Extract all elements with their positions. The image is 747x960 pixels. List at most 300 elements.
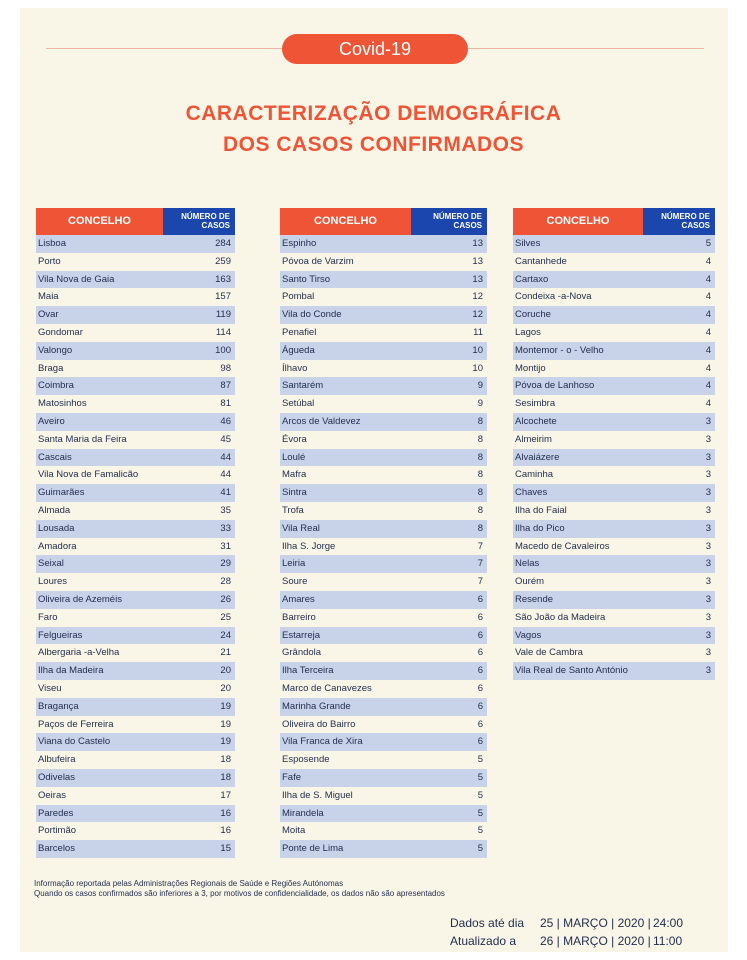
table-row [513, 449, 715, 467]
case-count: 4 [705, 255, 711, 267]
concelho-name: Resende [515, 593, 554, 605]
concelho-name: Santa Maria da Feira [38, 433, 127, 445]
table-row [513, 377, 715, 395]
table-row [513, 520, 715, 538]
concelho-name: Sesimbra [515, 398, 556, 410]
concelho-name: Amares [282, 593, 315, 605]
concelho-name: Almada [38, 504, 71, 516]
numero-casos-header [643, 208, 715, 235]
case-count: 3 [705, 433, 711, 445]
concelho-header: CONCELHO [36, 208, 163, 235]
concelho-name: Penafiel [282, 326, 317, 338]
table-row [36, 840, 235, 858]
case-count: 3 [705, 469, 711, 481]
table-row [36, 609, 235, 627]
table-row [36, 769, 235, 787]
table-row [513, 324, 715, 342]
concelho-header: CONCELHO [280, 208, 411, 235]
concelho-name: Paredes [38, 807, 74, 819]
table-row [36, 235, 235, 253]
case-count: 163 [215, 273, 231, 285]
case-count: 100 [215, 344, 231, 356]
divider-right [468, 48, 704, 49]
table-row [36, 591, 235, 609]
table-row [280, 698, 487, 716]
table-row [513, 360, 715, 378]
case-count: 114 [215, 326, 231, 338]
case-count: 8 [477, 504, 483, 516]
concelho-name: Águeda [282, 344, 315, 356]
concelho-name: Mirandela [282, 807, 324, 819]
concelho-name: Vagos [515, 629, 542, 641]
table-row [280, 769, 487, 787]
case-count: 157 [215, 291, 231, 303]
table-row [36, 555, 235, 573]
concelho-name: Viana do Castelo [38, 736, 111, 748]
concelho-name: Vale de Cambra [515, 647, 583, 659]
case-count: 5 [477, 807, 483, 819]
case-count: 6 [477, 736, 483, 748]
case-count: 29 [220, 558, 231, 570]
table-row [36, 733, 235, 751]
table-3 [513, 208, 715, 680]
concelho-name: Ourém [515, 576, 545, 588]
case-count: 3 [705, 647, 711, 659]
table-row [513, 413, 715, 431]
table-row [280, 271, 487, 289]
numero-casos-header [163, 208, 235, 235]
table-row [36, 502, 235, 520]
table-row [36, 822, 235, 840]
case-count: 20 [220, 682, 231, 694]
case-count: 81 [220, 398, 231, 410]
case-count: 44 [220, 469, 231, 481]
concelho-name: Cartaxo [515, 273, 549, 285]
case-count: 5 [477, 771, 483, 783]
divider-left [46, 48, 282, 49]
table-row [513, 573, 715, 591]
table-row [36, 484, 235, 502]
concelho-name: Vila Real de Santo António [515, 665, 628, 677]
concelho-name: Loulé [282, 451, 306, 463]
case-count: 3 [705, 522, 711, 534]
numero-casos-header [411, 208, 487, 235]
concelho-name: Arcos de Valdevez [282, 415, 361, 427]
table-row [513, 342, 715, 360]
concelho-name: São João da Madeira [515, 611, 606, 623]
case-count: 6 [477, 682, 483, 694]
concelho-name: Vila do Conde [282, 309, 342, 321]
table-row [513, 538, 715, 556]
table-row [280, 609, 487, 627]
table-row [513, 253, 715, 271]
concelho-name: Guimarães [38, 487, 85, 499]
table-header [36, 208, 235, 235]
concelho-name: Barcelos [38, 843, 75, 855]
case-count: 24 [220, 629, 231, 641]
table-row [513, 644, 715, 662]
concelho-name: Macedo de Cavaleiros [515, 540, 610, 552]
table-row [36, 377, 235, 395]
case-count: 9 [477, 380, 483, 392]
table-row [280, 306, 487, 324]
case-count: 98 [220, 362, 231, 374]
table-header [513, 208, 715, 235]
table-row [36, 627, 235, 645]
table-row [513, 627, 715, 645]
table-row [36, 644, 235, 662]
concelho-name: Coimbra [38, 380, 74, 392]
case-count: 19 [220, 700, 231, 712]
concelho-name: Aveiro [38, 415, 65, 427]
table-row [513, 235, 715, 253]
case-count: 4 [705, 344, 711, 356]
table-row [36, 413, 235, 431]
case-count: 5 [477, 843, 483, 855]
date-value-updated: 26 | MARÇO | 2020 | [540, 934, 651, 948]
concelho-name: Alcochete [515, 415, 557, 427]
numero-header-line1: NÚMERO DE [661, 212, 710, 221]
table-row [280, 520, 487, 538]
table-row [36, 805, 235, 823]
table-row [280, 787, 487, 805]
concelho-name: Lousada [38, 522, 75, 534]
concelho-name: Paços de Ferreira [38, 718, 114, 730]
concelho-name: Esposende [282, 754, 330, 766]
case-count: 3 [705, 540, 711, 552]
case-count: 9 [477, 398, 483, 410]
concelho-name: Oliveira do Bairro [282, 718, 356, 730]
case-count: 20 [220, 665, 231, 677]
table-row [36, 324, 235, 342]
concelho-name: Trofa [282, 504, 304, 516]
concelho-name: Braga [38, 362, 64, 374]
table-row [280, 502, 487, 520]
concelho-name: Marinha Grande [282, 700, 351, 712]
concelho-name: Bragança [38, 700, 79, 712]
concelho-name: Grândola [282, 647, 322, 659]
case-count: 3 [705, 415, 711, 427]
case-count: 28 [220, 576, 231, 588]
numero-header-line1: NÚMERO DE [181, 212, 230, 221]
table-row [280, 555, 487, 573]
table-row [280, 235, 487, 253]
table-row [513, 431, 715, 449]
table-row [513, 306, 715, 324]
case-count: 8 [477, 451, 483, 463]
case-count: 6 [477, 665, 483, 677]
table-row [36, 360, 235, 378]
concelho-name: Mafra [282, 469, 307, 481]
time-value-updated: 11:00 [653, 934, 683, 948]
case-count: 12 [472, 309, 483, 321]
case-count: 8 [477, 469, 483, 481]
table-row [36, 538, 235, 556]
table-row [36, 751, 235, 769]
concelho-name: Odivelas [38, 771, 75, 783]
concelho-name: Póvoa de Varzim [282, 255, 354, 267]
table-row [513, 288, 715, 306]
concelho-name: Ilha S. Jorge [282, 540, 336, 552]
table-row [36, 306, 235, 324]
concelho-name: Pombal [282, 291, 315, 303]
case-count: 4 [705, 291, 711, 303]
table-row [280, 431, 487, 449]
table-row [280, 360, 487, 378]
concelho-name: Loures [38, 576, 68, 588]
case-count: 4 [705, 380, 711, 392]
concelho-name: Amadora [38, 540, 77, 552]
case-count: 16 [220, 807, 231, 819]
case-count: 15 [220, 843, 231, 855]
numero-header-line2: CASOS [681, 221, 710, 230]
date-label-data: Dados até dia [450, 916, 525, 930]
case-count: 7 [477, 576, 483, 588]
table-row [36, 716, 235, 734]
case-count: 4 [705, 398, 711, 410]
table-row [280, 733, 487, 751]
concelho-name: Cascais [38, 451, 72, 463]
table-1 [36, 208, 235, 858]
concelho-name: Chaves [515, 487, 548, 499]
concelho-name: Viseu [38, 682, 62, 694]
case-count: 3 [705, 629, 711, 641]
table-row [280, 644, 487, 662]
concelho-name: Ovar [38, 309, 59, 321]
case-count: 6 [477, 700, 483, 712]
table-row [36, 573, 235, 591]
concelho-name: Vila Nova de Gaia [38, 273, 115, 285]
table-row [36, 787, 235, 805]
concelho-name: Ilha da Madeira [38, 665, 104, 677]
table-row [280, 591, 487, 609]
concelho-name: Porto [38, 255, 61, 267]
concelho-name: Albergaria -a-Velha [38, 647, 120, 659]
concelho-name: Santarém [282, 380, 324, 392]
case-count: 4 [705, 326, 711, 338]
case-count: 259 [215, 255, 231, 267]
concelho-header: CONCELHO [513, 208, 643, 235]
concelho-name: Ilha Terceira [282, 665, 334, 677]
case-count: 8 [477, 433, 483, 445]
case-count: 4 [705, 362, 711, 374]
concelho-name: Cantanhede [515, 255, 567, 267]
case-count: 87 [220, 380, 231, 392]
case-count: 8 [477, 487, 483, 499]
table-row [280, 573, 487, 591]
case-count: 4 [705, 273, 711, 285]
table-row [280, 805, 487, 823]
table-row [513, 662, 715, 680]
concelho-name: Oliveira de Azeméis [38, 593, 122, 605]
concelho-name: Matosinhos [38, 398, 87, 410]
concelho-name: Felgueiras [38, 629, 83, 641]
case-count: 25 [220, 611, 231, 623]
concelho-name: Maia [38, 291, 59, 303]
case-count: 5 [477, 789, 483, 801]
table-row [280, 662, 487, 680]
case-count: 3 [705, 593, 711, 605]
concelho-name: Faro [38, 611, 58, 623]
title-line-2: DOS CASOS CONFIRMADOS [222, 133, 524, 156]
concelho-name: Santo Tirso [282, 273, 331, 285]
table-header [280, 208, 487, 235]
concelho-name: Marco de Canavezes [282, 682, 372, 694]
footnote-source: Informação reportada pelas Administrações Regionais de Saúde e Regiões Autónomas [34, 879, 344, 888]
case-count: 45 [220, 433, 231, 445]
table-row [280, 466, 487, 484]
table-row [36, 449, 235, 467]
concelho-name: Évora [282, 433, 307, 445]
case-count: 18 [220, 754, 231, 766]
table-2 [280, 208, 487, 858]
table-row [36, 520, 235, 538]
table-row [513, 395, 715, 413]
concelho-name: Oeiras [38, 789, 66, 801]
numero-header-line2: CASOS [453, 221, 482, 230]
case-count: 5 [477, 825, 483, 837]
case-count: 5 [705, 238, 711, 249]
case-count: 3 [705, 576, 711, 588]
concelho-name: Sintra [282, 487, 307, 499]
table-row [36, 680, 235, 698]
concelho-name: Fafe [282, 771, 302, 783]
table-row [280, 377, 487, 395]
case-count: 8 [477, 522, 483, 534]
table-row [36, 431, 235, 449]
case-count: 3 [705, 504, 711, 516]
concelho-name: Soure [282, 576, 308, 588]
table-row [36, 698, 235, 716]
case-count: 6 [477, 718, 483, 730]
concelho-name: Condeixa -a-Nova [515, 291, 592, 303]
case-count: 13 [472, 255, 483, 267]
concelho-name: Almeirim [515, 433, 552, 445]
concelho-name: Barreiro [282, 611, 316, 623]
date-value-data: 25 | MARÇO | 2020 | [540, 916, 651, 930]
case-count: 6 [477, 611, 483, 623]
case-count: 119 [215, 309, 231, 321]
table-row [280, 751, 487, 769]
case-count: 19 [220, 718, 231, 730]
case-count: 12 [472, 291, 483, 303]
numero-header-line2: CASOS [201, 221, 230, 230]
concelho-name: Ponte de Lima [282, 843, 344, 855]
concelho-name: Montemor - o - Velho [515, 344, 604, 356]
date-label-updated: Atualizado a [450, 934, 517, 948]
concelho-name: Póvoa de Lanhoso [515, 380, 595, 392]
table-row [280, 716, 487, 734]
concelho-name: Montijo [515, 362, 546, 374]
covid-badge: Covid-19 [282, 34, 468, 64]
concelho-name: Albufeira [38, 754, 76, 766]
case-count: 31 [220, 540, 231, 552]
table-row [280, 822, 487, 840]
case-count: 46 [220, 415, 231, 427]
concelho-name: Portimão [38, 825, 77, 837]
case-count: 6 [477, 593, 483, 605]
time-value-data: 24:00 [653, 916, 684, 930]
concelho-name: Caminha [515, 469, 554, 481]
concelho-name: Ilha do Pico [515, 522, 565, 534]
table-row [280, 484, 487, 502]
concelho-name: Leiria [282, 558, 306, 570]
table-row [280, 395, 487, 413]
table-row [280, 253, 487, 271]
concelho-name: Estarreja [282, 629, 321, 641]
concelho-name: Lisboa [38, 238, 66, 249]
case-count: 5 [477, 754, 483, 766]
concelho-name: Alvaiázere [515, 451, 560, 463]
case-count: 35 [220, 504, 231, 516]
concelho-name: Ílhavo [282, 362, 308, 374]
table-row [36, 271, 235, 289]
case-count: 6 [477, 647, 483, 659]
case-count: 3 [705, 611, 711, 623]
concelho-name: Vila Real [282, 522, 320, 534]
table-row [513, 502, 715, 520]
table-row [280, 342, 487, 360]
concelho-name: Moita [282, 825, 306, 837]
case-count: 3 [705, 558, 711, 570]
table-row [513, 591, 715, 609]
concelho-name: Ilha de S. Miguel [282, 789, 353, 801]
case-count: 284 [215, 238, 231, 249]
concelho-name: Setúbal [282, 398, 315, 410]
table-row [36, 662, 235, 680]
table-row [280, 413, 487, 431]
case-count: 41 [220, 487, 231, 499]
table-row [36, 253, 235, 271]
table-row [513, 484, 715, 502]
table-row [280, 324, 487, 342]
table-row [513, 466, 715, 484]
concelho-name: Valongo [38, 344, 73, 356]
table-row [280, 627, 487, 645]
case-count: 4 [705, 309, 711, 321]
concelho-name: Seixal [38, 558, 64, 570]
case-count: 10 [472, 344, 483, 356]
concelho-name: Coruche [515, 309, 551, 321]
case-count: 11 [473, 326, 483, 338]
concelho-name: Gondomar [38, 326, 83, 338]
concelho-name: Nelas [515, 558, 540, 570]
concelho-name: Silves [515, 238, 541, 249]
case-count: 6 [477, 629, 483, 641]
table-row [36, 466, 235, 484]
numero-header-line1: NÚMERO DE [433, 212, 482, 221]
table-row [280, 538, 487, 556]
case-count: 7 [477, 540, 483, 552]
table-row [280, 840, 487, 858]
case-count: 18 [220, 771, 231, 783]
case-count: 33 [220, 522, 231, 534]
table-row [36, 342, 235, 360]
case-count: 44 [220, 451, 231, 463]
footnote-confidentiality: Quando os casos confirmados são inferiores a 3, por motivos de confidencialidade, os dados não são apresentados [34, 889, 445, 898]
case-count: 3 [705, 451, 711, 463]
table-row [36, 395, 235, 413]
title-line-1: CARACTERIZAÇÃO DEMOGRÁFICA [185, 102, 562, 125]
case-count: 17 [220, 789, 231, 801]
concelho-name: Ilha do Faial [515, 504, 567, 516]
table-row [36, 288, 235, 306]
case-count: 10 [472, 362, 483, 374]
case-count: 3 [705, 665, 711, 677]
case-count: 16 [220, 825, 231, 837]
table-row [280, 680, 487, 698]
case-count: 26 [220, 593, 231, 605]
